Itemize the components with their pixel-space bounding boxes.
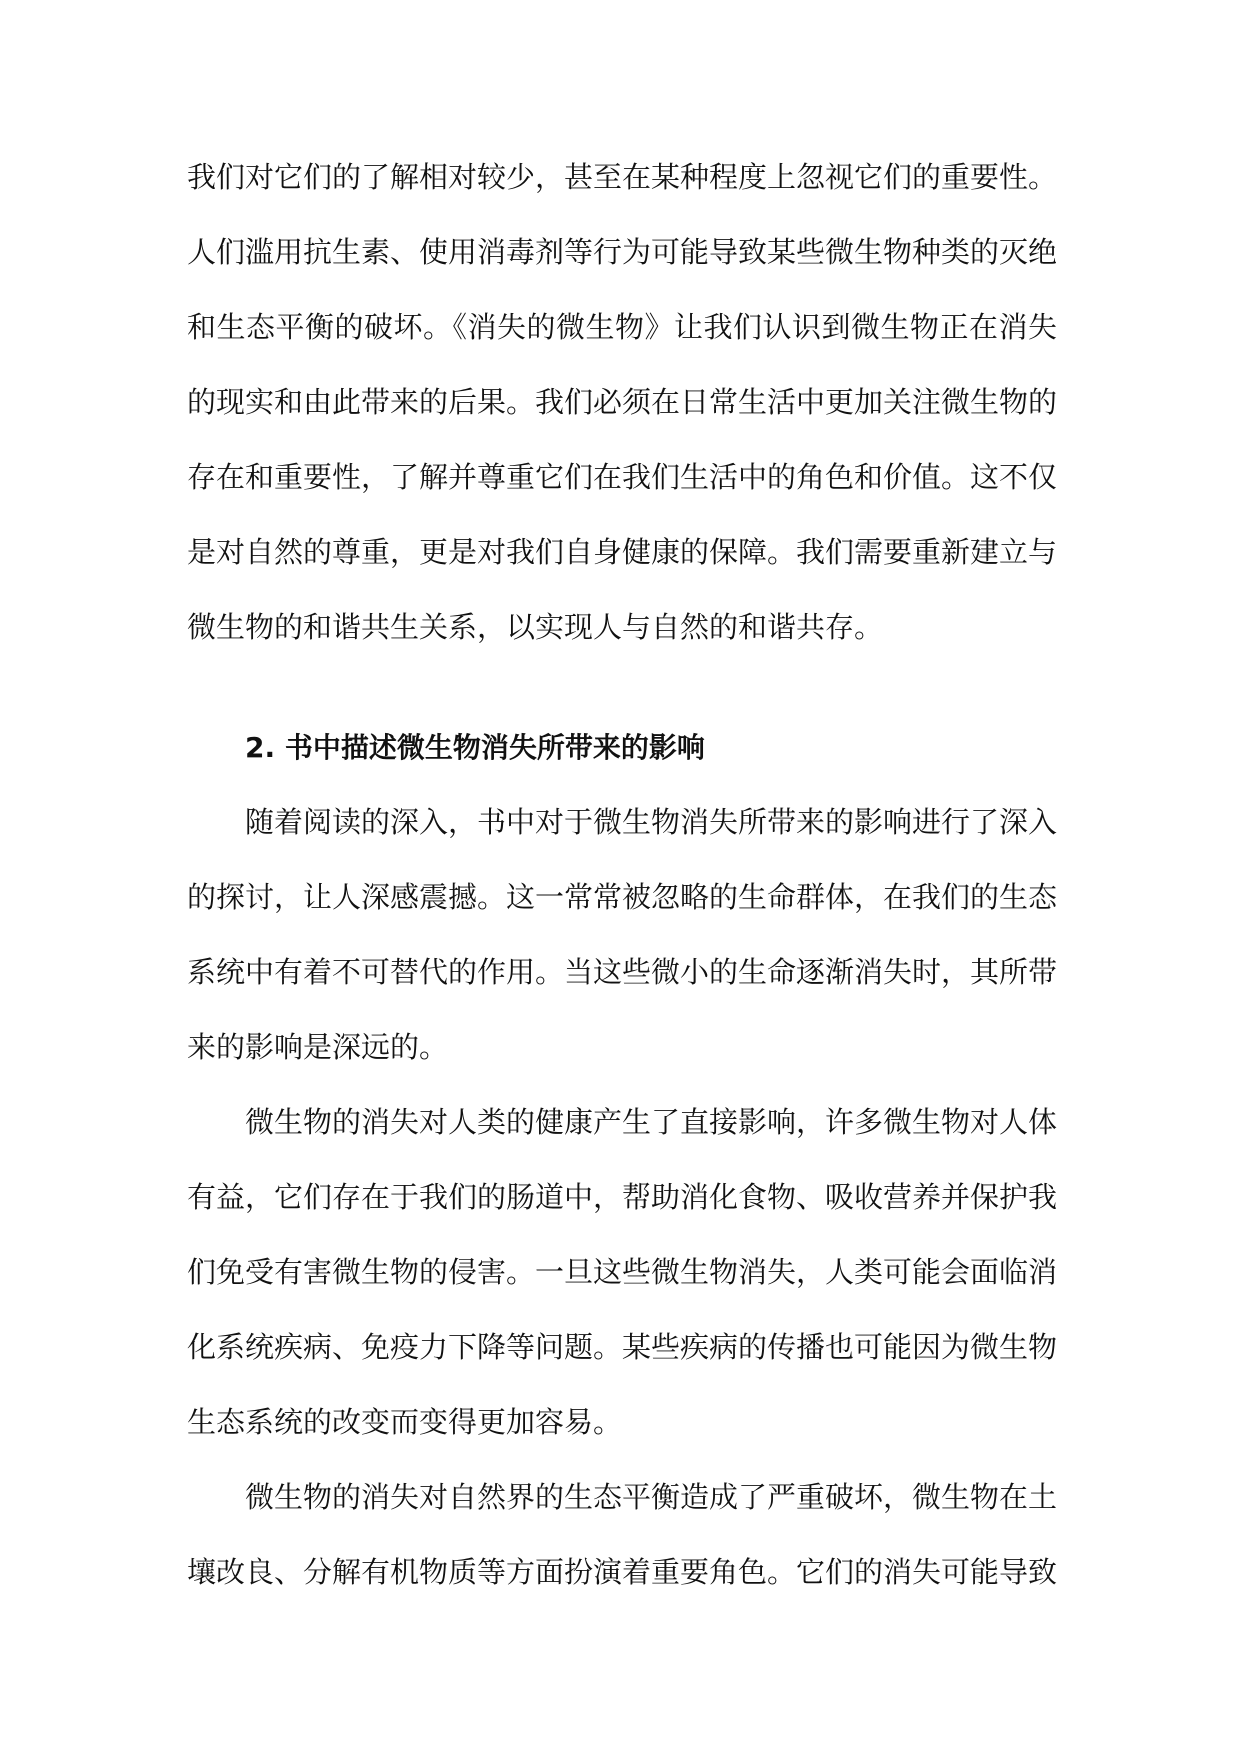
paragraph-impact-intro: 随着阅读的深入，书中对于微生物消失所带来的影响进行了深入的探讨，让人深感震撼。这一常常被忽略的生命群体，在我们的生态系统中有着不可替代的作用。当这些微小的生命逐渐消失时，其所带来的影响是深远的。 bbox=[187, 805, 1058, 1064]
paragraph-human-health: 微生物的消失对人类的健康产生了直接影响，许多微生物对人体有益，它们存在于我们的肠道中，帮助消化食物、吸收营养并保护我们免受有害微生物的侵害。一旦这些微生物消失，人类可能会面临消化系统疾病、免疫力下降等问题。某些疾病的传播也可能因为微生物生态系统的改变而变得更加容易。 bbox=[187, 1105, 1058, 1439]
section-heading: 2. 书中描述微生物消失所带来的影响 bbox=[245, 731, 705, 764]
paragraph-continuation: 我们对它们的了解相对较少，甚至在某种程度上忽视它们的重要性。人们滥用抗生素、使用消毒剂等行为可能导致某些微生物种类的灭绝和生态平衡的破坏。《消失的微生物》让我们认识到微生物正在消失的现实和由此带来的后果。我们必须在日常生活中更加关注微生物的存在和重要性，了解并尊重它们在我们生活中的角色和价值。这不仅是对自然的尊重，更是对我们自身健康的保障。我们需要重新建立与微生物的和谐共生关系，以实现人与自然的和谐共存。 bbox=[187, 160, 1058, 644]
section-spacer bbox=[187, 665, 1057, 710]
paragraph-ecological-balance: 微生物的消失对自然界的生态平衡造成了严重破坏，微生物在土壤改良、分解有机物质等方面扮演着重要角色。它们的消失可能导致 bbox=[187, 1480, 1058, 1589]
document-body bbox=[187, 140, 1057, 1610]
